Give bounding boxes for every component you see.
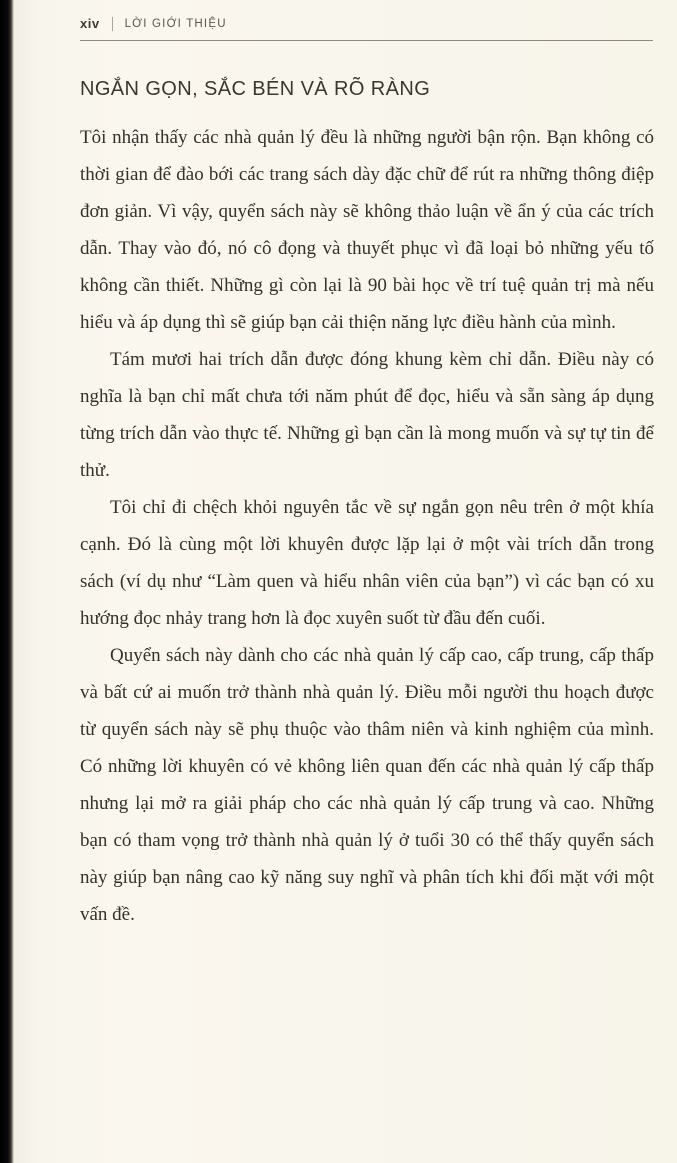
paragraph: Tôi chỉ đi chệch khỏi nguyên tắc về sự ngắn gọn nêu trên ở một khía cạnh. Đó là cùng một lời khuyên được lặp lại ở một vài trích dẫn trong sách (ví dụ như “Làm quen và hiểu nhân viên của bạn”) vì các bạn có xu hướng đọc nhảy trang hơn là đọc xuyên suốt từ đầu đến cuối.	[80, 497, 654, 629]
header-rule	[80, 40, 653, 41]
page-content	[80, 78, 654, 933]
running-header-title: LỜI GIỚI THIỆU	[124, 17, 227, 30]
paragraph: Tôi nhận thấy các nhà quản lý đều là những người bận rộn. Bạn không có thời gian để đào bới các trang sách dày đặc chữ để rút ra những thông điệp đơn giản. Vì vậy, quyển sách này sẽ không thảo luận về ẩn ý của các trích dẫn. Thay vào đó, nó cô đọng và thuyết phục vì đã loại bỏ những yếu tố không cần thiết. Những gì còn lại là 90 bài học về trí tuệ quản trị mà nếu hiểu và áp dụng thì sẽ giúp bạn cải thiện năng lực điều hành của mình.	[80, 127, 654, 333]
body-text	[80, 119, 654, 933]
book-binding-edge	[0, 0, 14, 1163]
page-number: xiv	[80, 16, 100, 31]
paragraph: Quyển sách này dành cho các nhà quản lý cấp cao, cấp trung, cấp thấp và bất cứ ai muốn trở thành nhà quản lý. Điều mỗi người thu hoạch được từ quyển sách này sẽ phụ thuộc vào thâm niên và kinh nghiệm của mình. Có những lời khuyên có vẻ không liên quan đến các nhà quản lý cấp thấp nhưng lại mở ra giải pháp cho các nhà quản lý cấp trung và cao. Những bạn có tham vọng trở thành nhà quản lý ở tuổi 30 có thể thấy quyển sách này giúp bạn nâng cao kỹ năng suy nghĩ và phân tích khi đối mặt với một vấn đề.	[80, 645, 654, 925]
paragraph: Tám mươi hai trích dẫn được đóng khung kèm chỉ dẫn. Điều này có nghĩa là bạn chỉ mất chưa tới năm phút để đọc, hiểu và sẵn sàng áp dụng từng trích dẫn vào thực tế. Những gì bạn cần là mong muốn và sự tự tin để thử.	[80, 349, 654, 481]
section-heading: NGẮN GỌN, SẮC BÉN VÀ RÕ RÀNG	[80, 78, 431, 100]
running-header	[80, 16, 653, 31]
header-divider	[112, 17, 113, 31]
